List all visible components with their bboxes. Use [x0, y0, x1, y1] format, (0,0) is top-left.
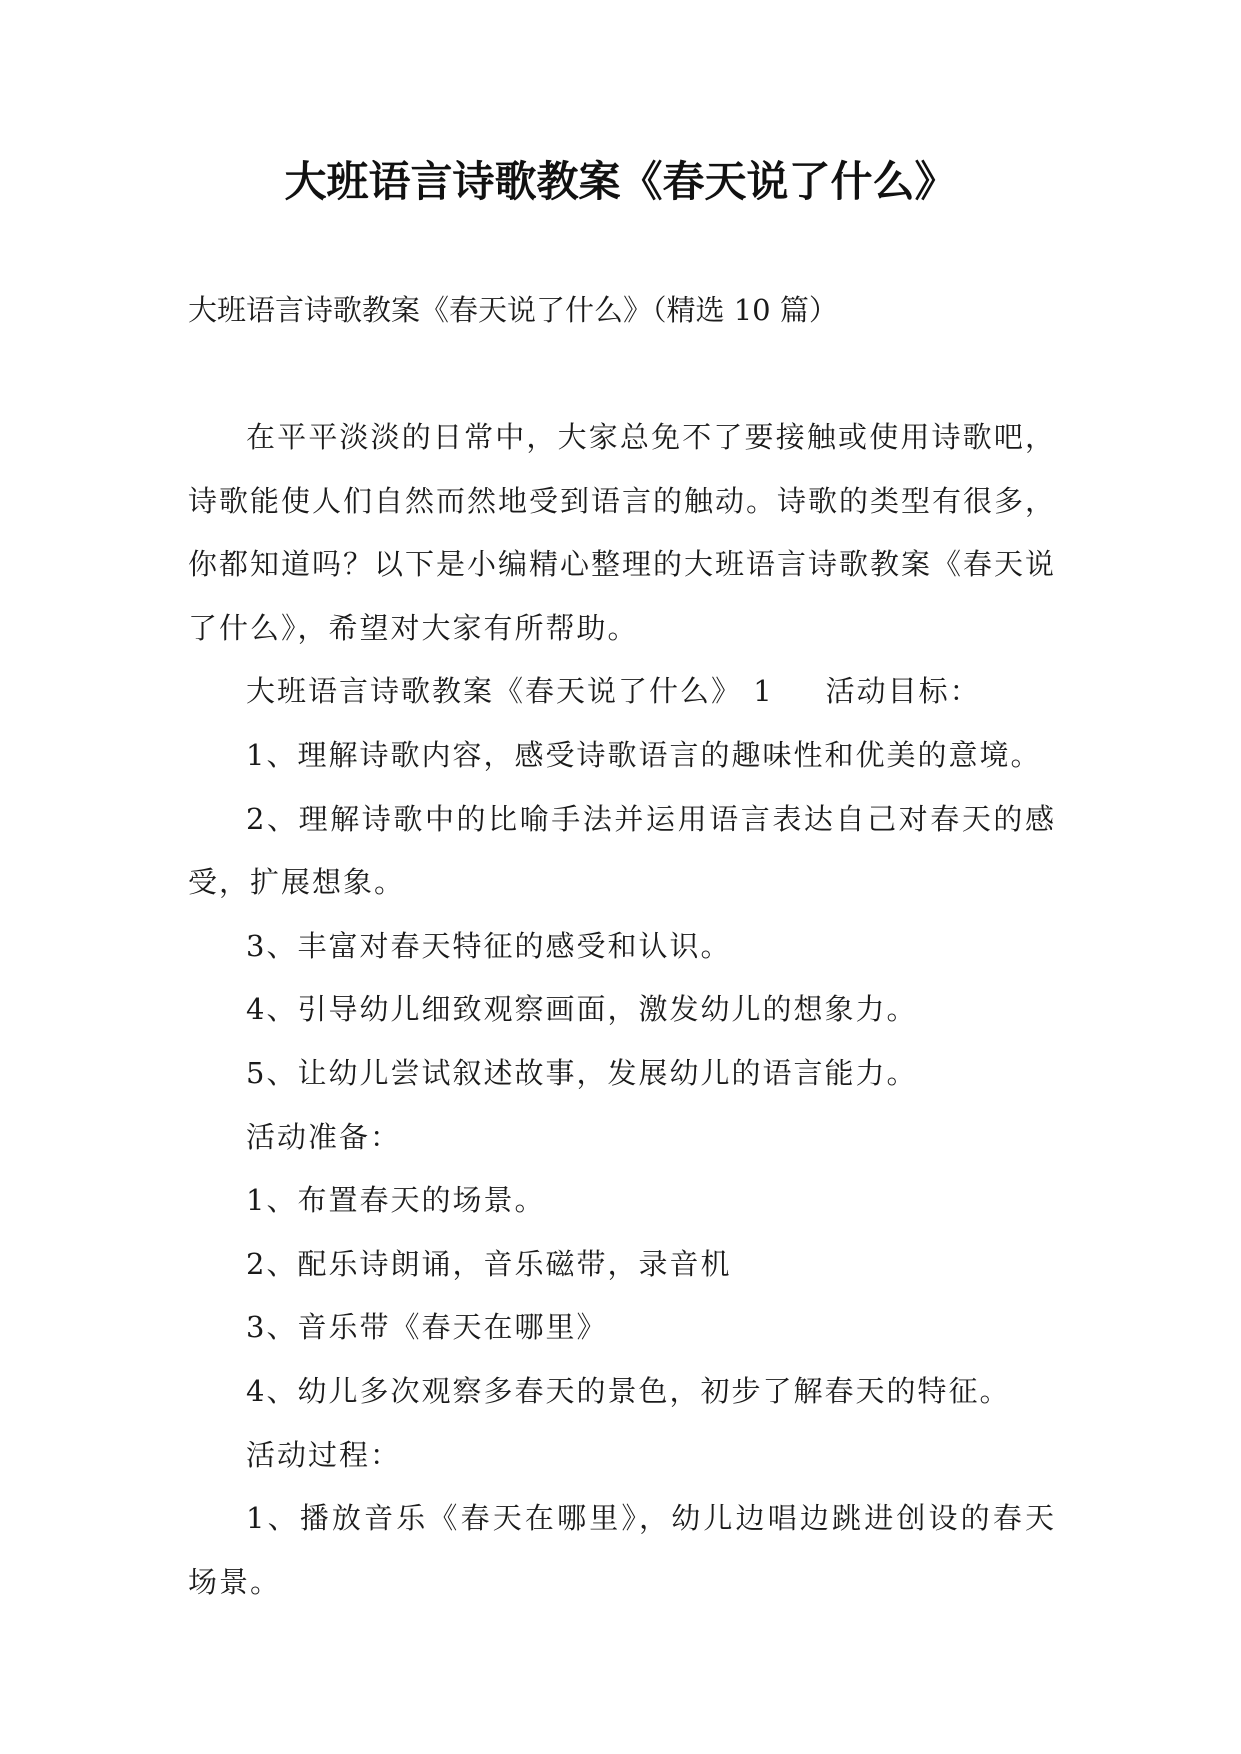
preparation-item: 2、配乐诗朗诵，音乐磁带，录音机 [246, 1246, 732, 1281]
goal-item: 4、引导幼儿细致观察画面，激发幼儿的想象力。 [246, 992, 918, 1027]
process-label: 活动过程： [246, 1437, 402, 1472]
intro-paragraph: 在平平淡淡的日常中，大家总免不了要接触或使用诗歌吧，诗歌能使人们自然而然地受到语言的触动。诗歌的类型有很多，你都知道吗？以下是小编精心整理的大班语言诗歌教案《春天说了什么》，希望对大家有所帮助。 [188, 420, 1057, 645]
goal-item: 5、让幼儿尝试叙述故事，发展幼儿的语言能力。 [246, 1055, 918, 1090]
preparation-item: 1、布置春天的场景。 [246, 1183, 546, 1218]
goals-label: 活动目标： [825, 674, 981, 709]
preparation-item: 3、音乐带《春天在哪里》 [246, 1310, 608, 1345]
section-heading: 大班语言诗歌教案《春天说了什么》 1 [246, 674, 774, 709]
page-title: 大班语言诗歌教案《春天说了什么》 [284, 157, 957, 206]
preparation-item: 4、幼儿多次观察多春天的景色，初步了解春天的特征。 [246, 1373, 1011, 1408]
goal-item: 3、丰富对春天特征的感受和认识。 [246, 928, 732, 963]
process-item: 1、播放音乐《春天在哪里》，幼儿边唱边跳进创设的春天场景。 [188, 1501, 1056, 1599]
goal-item: 2、理解诗歌中的比喻手法并运用语言表达自己对春天的感受，扩展想象。 [188, 801, 1056, 900]
page-subtitle: 大班语言诗歌教案《春天说了什么》（精选 10 篇） [188, 293, 838, 327]
goal-item: 1、理解诗歌内容，感受诗歌语言的趣味性和优美的意境。 [246, 737, 1042, 772]
preparation-label: 活动准备： [246, 1119, 402, 1154]
section-heading-line [188, 660, 1056, 724]
document-body [188, 406, 1056, 1614]
